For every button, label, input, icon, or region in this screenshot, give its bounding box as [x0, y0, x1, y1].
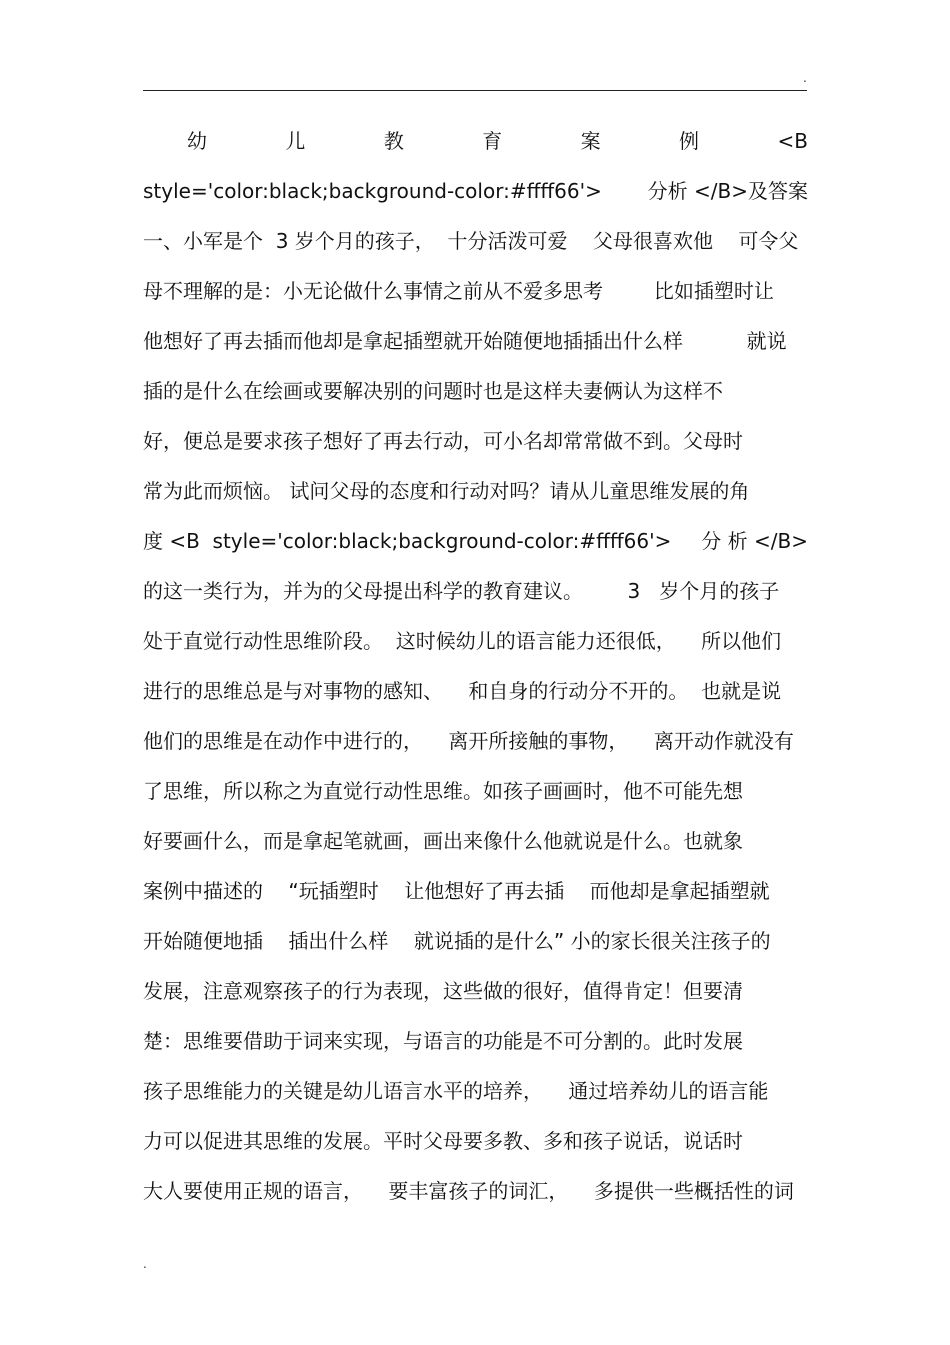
document-body: [143, 116, 808, 1216]
paragraph-line: 进行的思维总是与对事物的感知、 和自身的行动分不开的。 也就是说: [143, 679, 782, 703]
paragraph-line: 孩子思维能力的关键是幼儿语言水平的培养， 通过培养幼儿的语言能: [143, 1079, 769, 1103]
paragraph-line: 一、小军是个 3 岁个月的孩子， 十分活泼可爱 父母很喜欢他 可令父: [143, 229, 799, 253]
paragraph-line: 了思维，所以称之为直觉行动性思维。如孩子画画时，他不可能先想: [143, 779, 743, 803]
paragraph-line: 大人要使用正规的语言， 要丰富孩子的词汇， 多提供一些概括性的词: [143, 1179, 794, 1203]
paragraph-line: 他想好了再去插而他却是拿起插塑就开始随便地插插出什么样 就说: [143, 329, 787, 353]
paragraph-line: 力可以促进其思维的发展。平时父母要多教、多和孩子说话，说话时: [143, 1129, 743, 1153]
document-title: [143, 116, 808, 166]
paragraph-line: 案例中描述的 “玩插塑时 让他想好了再去插 而他却是拿起插塑就: [143, 879, 770, 903]
footer-corner-mark: .: [143, 1257, 147, 1271]
paragraph-line: 的这一类行为，并为的父母提出科学的教育建议。 3 岁个月的孩子: [143, 579, 780, 603]
title-char: 育: [482, 129, 503, 153]
paragraph-line: 插的是什么在绘画或要解决别的问题时也是这样夫妻俩认为这样不: [143, 379, 723, 403]
header-rule: [143, 90, 807, 91]
title-char: 教: [383, 129, 404, 153]
paragraph-line: 好，便总是要求孩子想好了再去行动，可小名却常常做不到。父母时: [143, 429, 743, 453]
paragraph-line: 处于直觉行动性思维阶段。 这时候幼儿的语言能力还很低， 所以他们: [143, 629, 782, 653]
title-char: 例: [679, 129, 700, 153]
title-char: 幼: [187, 129, 207, 153]
paragraph-line: 好要画什么，而是拿起笔就画，画出来像什么他就说是什么。也就象: [143, 829, 743, 853]
paragraph-line: 发展，注意观察孩子的行为表现，这些做的很好，值得肯定！但要清: [143, 979, 743, 1003]
title-char: 案: [580, 129, 601, 153]
title-continuation: [143, 166, 808, 216]
split-line-left: 度 <B style='color:black;background-color:#ffff66'>: [143, 529, 672, 553]
split-line-right: 分 析 </B>: [701, 529, 808, 553]
paragraph-line-split: [143, 516, 808, 566]
title-continuation-left: style='color:black;background-color:#ffff66'>: [143, 179, 602, 203]
paragraph-line: 常为此而烦恼。 试问父母的态度和行动对吗？请从儿童思维发展的角: [143, 479, 750, 503]
title-char: 儿: [285, 129, 306, 153]
title-continuation-right: 分析 </B>及答案: [647, 179, 808, 203]
paragraph-line: 楚：思维要借助于词来实现，与语言的功能是不可分割的。此时发展: [143, 1029, 743, 1053]
header-corner-mark: .: [803, 71, 807, 85]
paragraph-line: 他们的思维是在动作中进行的， 离开所接触的事物， 离开动作就没有: [143, 729, 794, 753]
title-char: <B: [777, 129, 808, 153]
paragraph-line: 开始随便地插 插出什么样 就说插的是什么” 小的家长很关注孩子的: [143, 929, 771, 953]
paragraph-line: 母不理解的是：小无论做什么事情之前从不爱多思考 比如插塑时让: [143, 279, 774, 303]
